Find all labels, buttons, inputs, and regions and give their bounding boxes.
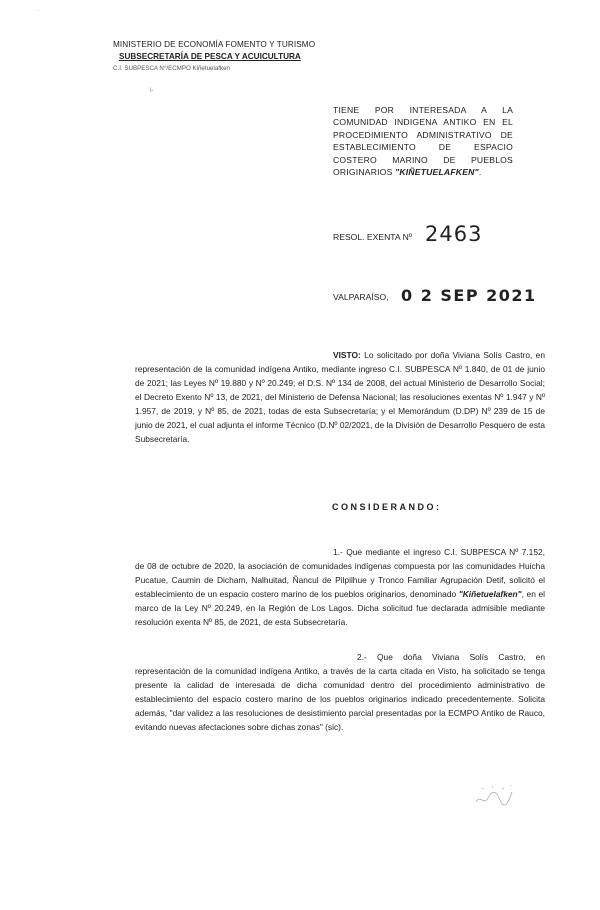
place-label: VALPARAÍSO, [333,292,389,302]
reference-line: C.I. SUBPESCA N°/ECMPO Kiñetuelafken [113,65,230,72]
visto-label: VISTO: [333,350,361,360]
subject-prefix: TIENE POR INTERESADA A LA COMUNIDAD INDIGENA ANTIKO EN EL PROCEDIMIENTO ADMINISTRATIVO DE ESTABLECIMIENTO DE ESPACIO COSTERO MARINO DE PUEBLOS ORIGINARIOS [333,105,513,178]
visto-paragraph [135,348,545,446]
item-2-text: Que doña Viviana Solís Castro, en representación de la comunidad indígena Antiko, a través de la carta citada en Visto, ha solicitado se tenga presente la calidad de interesada de dicha comunidad dentro del procedimiento administrativo de establecimiento del espacio costero marino de los pueblos originarios indicado precedentemente. Solicita además, "dar validez a las resoluciones de desistimiento parcial presentadas por la ECMPO Antiko de Rauco, evitando nuevas afectaciones sobre dichas zonas" (sic). [135,652,545,732]
item-2-number: 2.- [357,652,367,662]
considerando-heading: CONSIDERANDO: [332,502,442,512]
item-1-number: 1.- [333,547,343,557]
top-left-mark: · · [35,8,40,14]
considerando-item-2 [135,650,545,734]
resolution-label: RESOL. EXENTA Nº [333,232,412,242]
item-1-ecmpo-name: "Kiñetuelafken" [458,589,522,599]
visto-text: Lo solicitado por doña Viviana Solís Castro, en representación de la comunidad indígena Antiko, mediante ingreso C.I. SUBPESCA Nº 1.840, de 01 de junio de 2021; las Leyes Nº 19.880 y Nº 20.249; el D.S. Nº 134 de 2008, del actual Ministerio de Desarrollo Social; el Decreto Exento Nº 13, de 2021, del Ministerio de Defensa Nacional; las resoluciones exentas Nº 1.947 y Nº 1.957, de 2019, y Nº 85, de 2021, todas de esta Subsecretaría; y el Memorándum (D.DP) Nº 239 de 15 de junio de 2021, el cual adjunta el informe Técnico (D.Nº 02/2021, de la División de Desarrollo Pesquero de esta Subsecretaría. [135,350,545,444]
subject-ecmpo-name: "KIÑETUELAFKEN" [395,167,479,178]
item-1-text-a: Que mediante el ingreso C.I. SUBPESCA Nº 7.152, de 08 de octubre de 2020, la asociación de comunidades indígenas compuesta por las comunidades Huicha Pucatue, Caumin de Dicham, Nalhuitad, Ñancul de Pilpilhue y Tronco Familiar Agrupación Detif, solicitó el establecimiento de un espacio costero marino de los pueblos originarios, denominado [135,547,545,599]
date-stamp: 0 2 SEP 2021 [401,286,537,305]
resolution-number: 2463 [425,222,483,246]
item-1-text-b: , en el marco de la Ley Nº 20.249, en la Región de Los Lagos. Dicha solicitud fue declarada admisible mediante resolución exenta Nº 85, de 2021, de esta Subsecretaría. [135,589,545,627]
signature-scribble [472,780,522,810]
resolution-subject [333,104,513,178]
considerando-item-1 [135,545,545,629]
subject-suffix: . [478,167,482,178]
subsecretaria-name: SUBSECRETARÍA DE PESCA Y ACUICULTURA [119,52,301,61]
under-header-mark: i- [150,88,154,94]
ministry-name: MINISTERIO DE ECONOMÍA FOMENTO Y TURISMO [113,40,316,49]
